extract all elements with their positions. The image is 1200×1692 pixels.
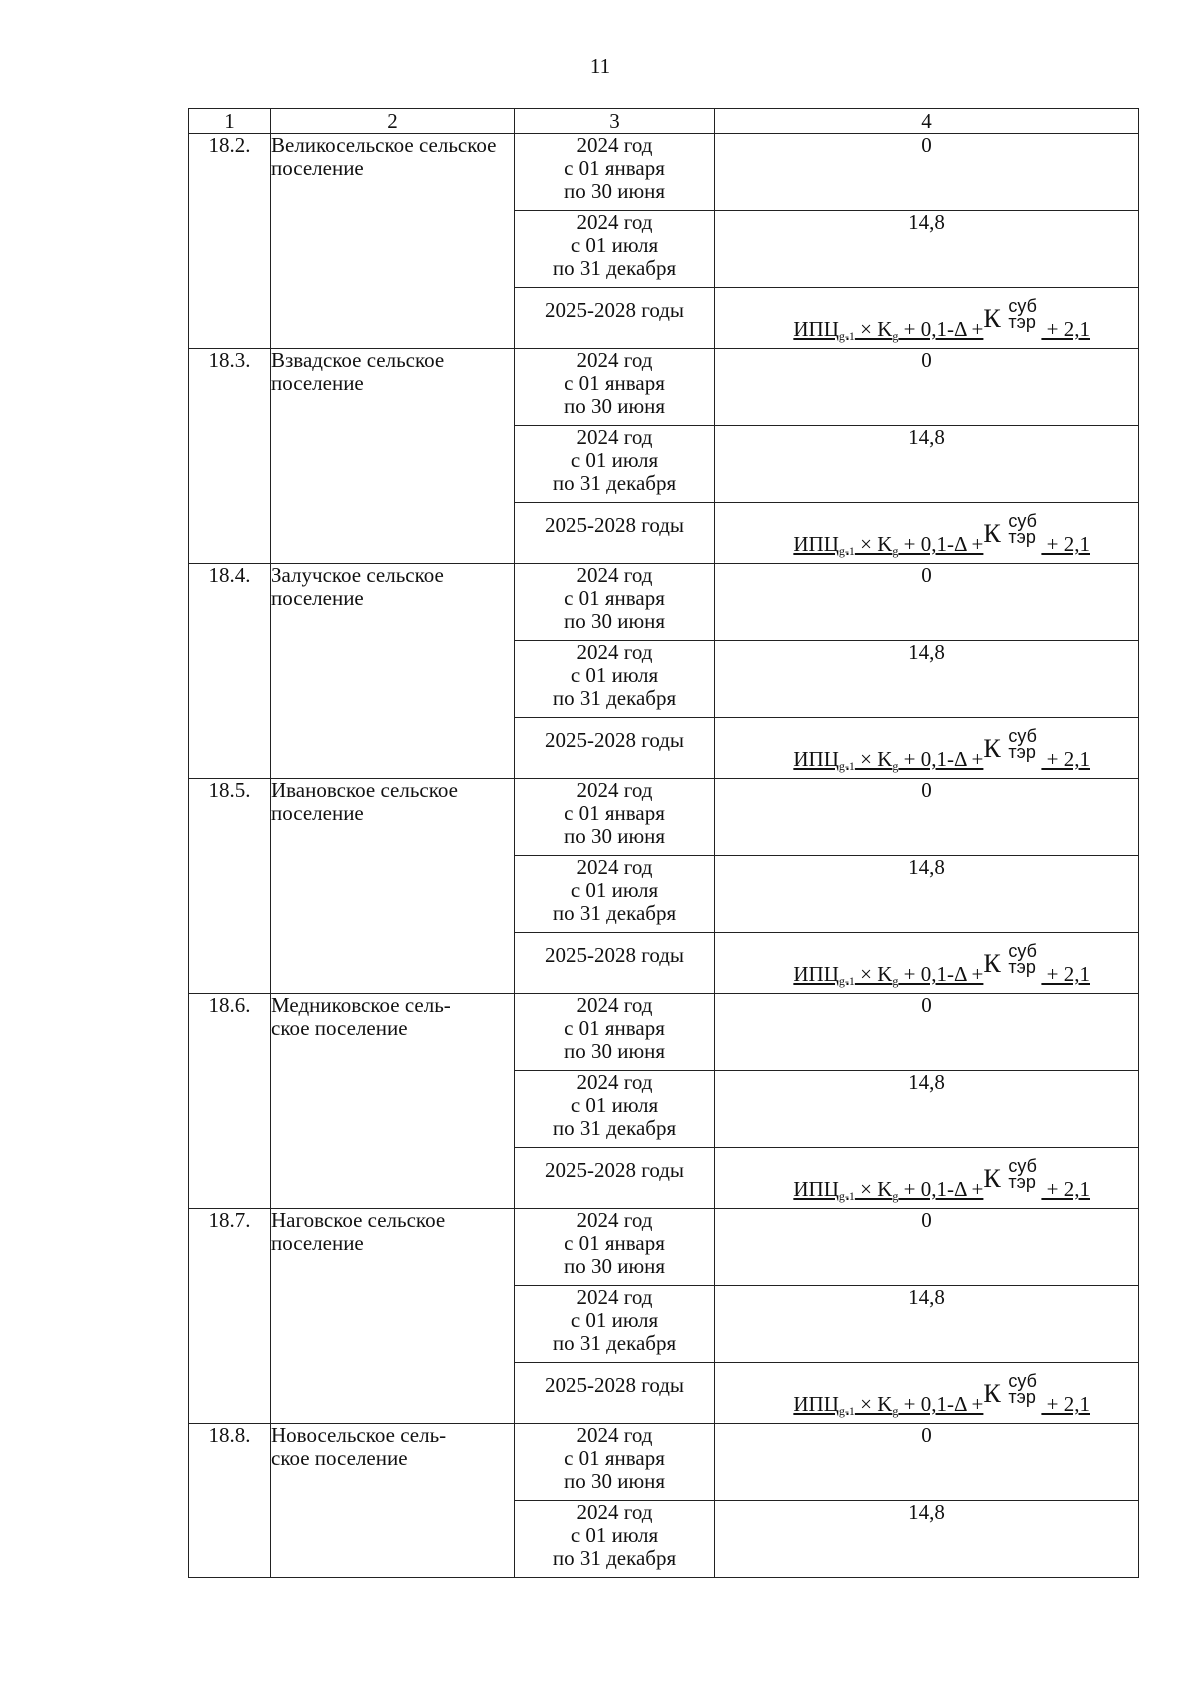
period-cell: 2024 год с 01 июля по 31 декабря (515, 1501, 715, 1578)
table-body (189, 134, 1139, 1578)
period-cell: 2024 год с 01 января по 30 июня (515, 134, 715, 211)
period-cell: 2024 год с 01 июля по 31 декабря (515, 211, 715, 288)
period-cell: 2024 год с 01 июля по 31 декабря (515, 856, 715, 933)
indexation-formula: $ИПЦ_{g-1} \times K_g + 0,1-\Delta$ + К суб тэр + 2,1 (793, 511, 1090, 558)
table-row (189, 994, 1139, 1071)
table-row (189, 349, 1139, 426)
indexation-formula: $ИПЦ_{g-1} \times K_g + 0,1-\Delta$ + К суб тэр + 2,1 (793, 726, 1090, 773)
settlement-name: Медниковское сель- ское поселение (271, 994, 515, 1209)
row-number: 18.6. (189, 994, 271, 1209)
period-cell: 2025-2028 годы (515, 288, 715, 349)
page-number: 11 (589, 54, 611, 78)
header-col-1: 1 (189, 109, 271, 134)
period-cell: 2024 год с 01 июля по 31 декабря (515, 641, 715, 718)
formula-cell (715, 1148, 1139, 1209)
value-cell: 0 (715, 994, 1139, 1071)
period-cell: 2024 год с 01 июля по 31 декабря (515, 426, 715, 503)
row-number: 18.4. (189, 564, 271, 779)
formula-cell (715, 503, 1139, 564)
table-row (189, 779, 1139, 856)
row-number: 18.7. (189, 1209, 271, 1424)
period-cell: 2025-2028 годы (515, 1148, 715, 1209)
formula-cell (715, 288, 1139, 349)
row-number: 18.8. (189, 1424, 271, 1578)
value-cell: 0 (715, 779, 1139, 856)
value-cell: 0 (715, 1209, 1139, 1286)
value-cell: 14,8 (715, 1286, 1139, 1363)
settlement-name: Наговское сельское поселение (271, 1209, 515, 1424)
value-cell: 14,8 (715, 1501, 1139, 1578)
formula-cell (715, 718, 1139, 779)
value-cell: 14,8 (715, 426, 1139, 503)
table-row (189, 1209, 1139, 1286)
indexation-formula: $ИПЦ_{g-1} \times K_g + 0,1-\Delta$ + К суб тэр + 2,1 (793, 1156, 1090, 1203)
period-cell: 2024 год с 01 января по 30 июня (515, 349, 715, 426)
period-cell: 2025-2028 годы (515, 503, 715, 564)
table-row (189, 1424, 1139, 1501)
value-cell: 0 (715, 1424, 1139, 1501)
header-col-3: 3 (515, 109, 715, 134)
row-number: 18.5. (189, 779, 271, 994)
period-cell: 2024 год с 01 января по 30 июня (515, 779, 715, 856)
header-col-4: 4 (715, 109, 1139, 134)
settlement-name: Залучское сельское поселение (271, 564, 515, 779)
value-cell: 14,8 (715, 641, 1139, 718)
period-cell: 2024 год с 01 января по 30 июня (515, 1209, 715, 1286)
period-cell: 2024 год с 01 января по 30 июня (515, 1424, 715, 1501)
settlement-name: Новосельское сель- ское поселение (271, 1424, 515, 1578)
row-number: 18.2. (189, 134, 271, 349)
period-cell: 2025-2028 годы (515, 718, 715, 779)
indexation-formula: $ИПЦ_{g-1} \times K_g + 0,1-\Delta$ + К суб тэр + 2,1 (793, 1371, 1090, 1418)
period-cell: 2025-2028 годы (515, 1363, 715, 1424)
indexation-formula: $ИПЦ_{g-1} \times K_g + 0,1-\Delta$ + К суб тэр + 2,1 (793, 941, 1090, 988)
value-cell: 14,8 (715, 856, 1139, 933)
value-cell: 0 (715, 564, 1139, 641)
value-cell: 0 (715, 134, 1139, 211)
value-cell: 14,8 (715, 1071, 1139, 1148)
settlement-name: Взвадское сельское поселение (271, 349, 515, 564)
header-col-2: 2 (271, 109, 515, 134)
period-cell: 2024 год с 01 июля по 31 декабря (515, 1071, 715, 1148)
formula-cell (715, 1363, 1139, 1424)
tariff-table (188, 108, 1139, 1578)
indexation-formula: $ИПЦ_{g-1} \times K_g + 0,1-\Delta$ + К суб тэр + 2,1 (793, 296, 1090, 343)
value-cell: 0 (715, 349, 1139, 426)
settlement-name: Ивановское сельское поселение (271, 779, 515, 994)
table-row (189, 134, 1139, 211)
table-row (189, 564, 1139, 641)
row-number: 18.3. (189, 349, 271, 564)
settlement-name: Великосельское сельское поселение (271, 134, 515, 349)
period-cell: 2024 год с 01 июля по 31 декабря (515, 1286, 715, 1363)
formula-cell (715, 933, 1139, 994)
period-cell: 2024 год с 01 января по 30 июня (515, 564, 715, 641)
header-row (189, 109, 1139, 134)
period-cell: 2024 год с 01 января по 30 июня (515, 994, 715, 1071)
value-cell: 14,8 (715, 211, 1139, 288)
period-cell: 2025-2028 годы (515, 933, 715, 994)
